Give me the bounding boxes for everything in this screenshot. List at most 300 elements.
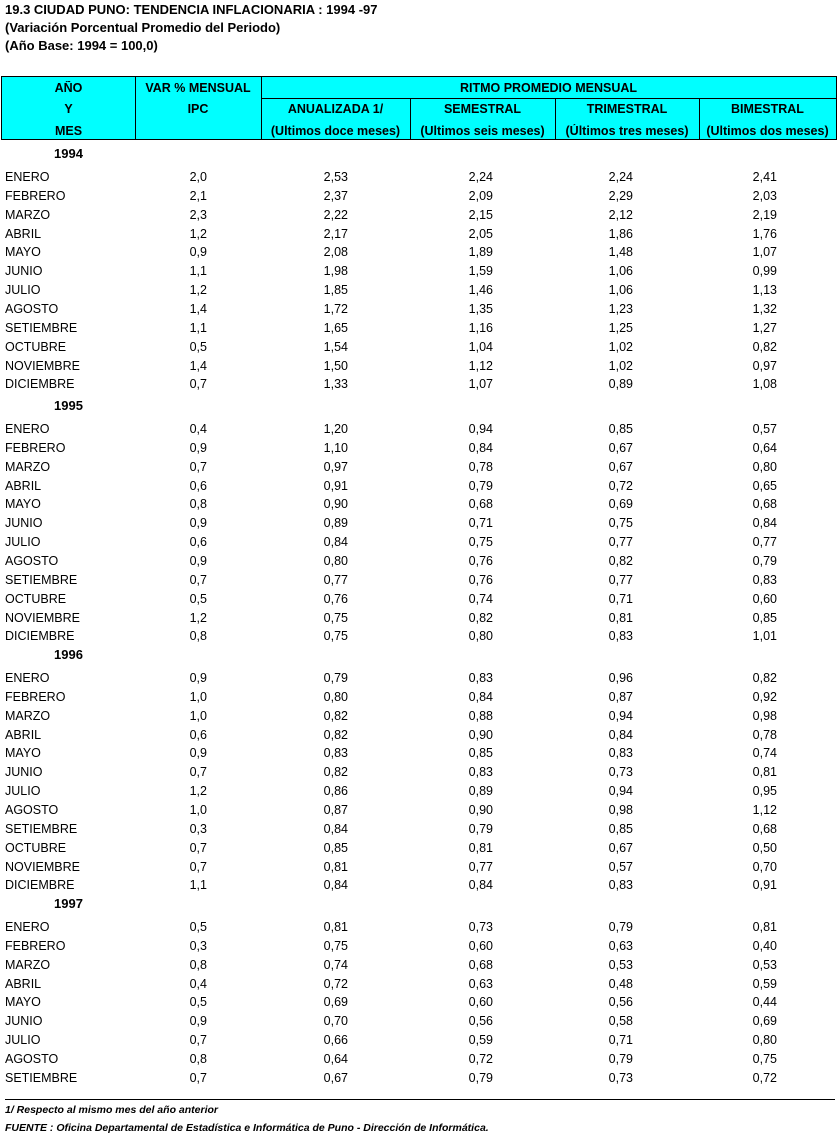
trimestral-cell: 0,84 <box>608 727 633 742</box>
ipc-var-cell: 0,5 <box>189 339 207 354</box>
table-row <box>0 709 839 728</box>
table-row <box>0 592 839 611</box>
trimestral-cell: 0,71 <box>608 1033 633 1048</box>
trimestral-cell: 0,58 <box>608 1014 633 1029</box>
bimestral-cell: 0,98 <box>752 708 777 723</box>
year-heading: 1997 <box>54 896 83 911</box>
trimestral-cell: 0,77 <box>608 535 633 550</box>
ipc-var-cell: 0,7 <box>189 840 207 855</box>
table-row <box>0 958 839 977</box>
header-trimestral-sub: (Últimos tres meses) <box>565 124 689 138</box>
trimestral-cell: 0,71 <box>608 591 633 606</box>
semestral-cell: 0,84 <box>468 878 493 893</box>
month-cell: ENERO <box>5 422 50 436</box>
trimestral-cell: 0,77 <box>608 572 633 587</box>
month-cell: MAYO <box>5 245 41 260</box>
bimestral-cell: 0,75 <box>752 1052 777 1066</box>
bimestral-cell: 0,44 <box>752 995 777 1010</box>
semestral-cell: 1,89 <box>468 245 493 260</box>
trimestral-cell: 0,82 <box>608 554 633 568</box>
table-row <box>0 479 839 498</box>
semestral-cell: 0,84 <box>468 689 493 704</box>
anualizada-cell: 0,75 <box>323 610 348 625</box>
ipc-var-cell: 0,4 <box>189 422 207 436</box>
year-heading: 1994 <box>54 146 83 161</box>
month-cell: JUNIO <box>5 516 43 531</box>
anualizada-cell: 0,84 <box>323 535 348 550</box>
semestral-cell: 0,71 <box>468 516 493 531</box>
anualizada-cell: 0,75 <box>323 938 348 953</box>
anualizada-cell: 0,79 <box>323 671 348 685</box>
month-cell: FEBRERO <box>5 689 66 704</box>
trimestral-cell: 0,89 <box>608 377 633 392</box>
table-row <box>0 460 839 479</box>
semestral-cell: 0,60 <box>468 938 493 953</box>
month-cell: DICIEMBRE <box>5 629 75 644</box>
anualizada-cell: 1,50 <box>323 358 348 373</box>
anualizada-cell: 1,65 <box>323 320 348 335</box>
trimestral-cell: 0,63 <box>608 938 633 953</box>
table-row <box>0 1052 839 1071</box>
ipc-var-cell: 2,3 <box>189 207 207 222</box>
semestral-cell: 0,56 <box>468 1014 493 1029</box>
table-row <box>0 878 839 897</box>
table-row <box>0 497 839 516</box>
ipc-var-cell: 0,7 <box>189 377 207 392</box>
anualizada-cell: 2,22 <box>323 207 348 222</box>
anualizada-cell: 0,90 <box>323 497 348 512</box>
ipc-var-cell: 0,8 <box>189 497 207 512</box>
table-row <box>0 977 839 996</box>
semestral-cell: 0,89 <box>468 784 493 799</box>
bimestral-cell: 0,82 <box>752 671 777 685</box>
month-cell: ENERO <box>5 170 50 184</box>
bimestral-cell: 1,13 <box>752 283 777 298</box>
bimestral-cell: 0,70 <box>752 859 777 874</box>
header-anualizada: ANUALIZADA 1/ <box>287 102 384 116</box>
month-cell: JULIO <box>5 535 41 550</box>
anualizada-cell: 1,20 <box>323 422 348 436</box>
ipc-var-cell: 0,9 <box>189 671 207 685</box>
month-cell: MAYO <box>5 995 41 1010</box>
table-row <box>0 765 839 784</box>
table-row <box>0 189 839 208</box>
ipc-var-cell: 0,9 <box>189 516 207 531</box>
trimestral-cell: 0,81 <box>608 610 633 625</box>
ipc-var-cell: 1,0 <box>189 689 207 704</box>
semestral-cell: 0,75 <box>468 535 493 550</box>
month-cell: NOVIEMBRE <box>5 358 81 373</box>
semestral-cell: 0,90 <box>468 803 493 817</box>
anualizada-cell: 0,86 <box>323 784 348 799</box>
header-anualizada-sub: (Ultimos doce meses) <box>270 124 401 138</box>
anualizada-cell: 0,64 <box>323 1052 348 1066</box>
trimestral-cell: 0,85 <box>608 422 633 436</box>
trimestral-cell: 0,83 <box>608 629 633 644</box>
ipc-var-cell: 0,8 <box>189 957 207 972</box>
anualizada-cell: 0,97 <box>323 459 348 474</box>
ipc-var-cell: 1,2 <box>189 283 207 298</box>
table-row <box>0 671 839 690</box>
bimestral-cell: 0,65 <box>752 478 777 493</box>
month-cell: SETIEMBRE <box>5 572 78 587</box>
year-heading: 1995 <box>54 398 83 413</box>
anualizada-cell: 2,37 <box>323 188 348 203</box>
ipc-var-cell: 0,6 <box>189 727 207 742</box>
trimestral-cell: 1,06 <box>608 264 633 279</box>
trimestral-cell: 1,02 <box>608 358 633 373</box>
bimestral-cell: 0,85 <box>752 610 777 625</box>
bimestral-cell: 0,80 <box>752 459 777 474</box>
table-subtitle: (Variación Porcentual Promedio del Periodo) <box>5 20 281 35</box>
semestral-cell: 0,79 <box>468 478 493 493</box>
anualizada-cell: 0,81 <box>323 859 348 874</box>
trimestral-cell: 0,69 <box>608 497 633 512</box>
month-cell: JUNIO <box>5 1014 43 1029</box>
anualizada-cell: 1,85 <box>323 283 348 298</box>
ipc-var-cell: 2,1 <box>189 188 207 203</box>
footnote: 1/ Respecto al mismo mes del año anterior <box>5 1104 218 1116</box>
month-cell: JULIO <box>5 283 41 298</box>
month-cell: JUNIO <box>5 765 43 780</box>
month-cell: ABRIL <box>5 727 42 742</box>
table-row <box>0 283 839 302</box>
bimestral-cell: 0,80 <box>752 1033 777 1048</box>
bimestral-cell: 2,19 <box>752 207 777 222</box>
footer-divider <box>5 1099 835 1100</box>
trimestral-cell: 0,53 <box>608 957 633 972</box>
trimestral-cell: 0,87 <box>608 689 633 704</box>
trimestral-cell: 0,57 <box>608 859 633 874</box>
month-cell: ABRIL <box>5 976 42 991</box>
table-row <box>0 208 839 227</box>
semestral-cell: 0,80 <box>468 629 493 644</box>
anualizada-cell: 0,70 <box>323 1014 348 1029</box>
table-row <box>0 264 839 283</box>
header-ipc-label: IPC <box>187 102 209 116</box>
anualizada-cell: 0,69 <box>323 995 348 1010</box>
semestral-cell: 0,73 <box>468 920 493 934</box>
trimestral-cell: 0,83 <box>608 878 633 893</box>
table-row <box>0 629 839 648</box>
semestral-cell: 0,77 <box>468 859 493 874</box>
trimestral-cell: 0,79 <box>608 1052 633 1066</box>
bimestral-cell: 2,03 <box>752 188 777 203</box>
anualizada-cell: 0,72 <box>323 976 348 991</box>
anualizada-cell: 1,54 <box>323 339 348 354</box>
anualizada-cell: 0,84 <box>323 878 348 893</box>
anualizada-cell: 0,84 <box>323 821 348 836</box>
semestral-cell: 0,72 <box>468 1052 493 1066</box>
month-cell: OCTUBRE <box>5 591 67 606</box>
header-y-label: Y <box>64 102 73 116</box>
anualizada-cell: 0,80 <box>323 689 348 704</box>
bimestral-cell: 0,72 <box>752 1070 777 1085</box>
bimestral-cell: 0,95 <box>752 784 777 799</box>
semestral-cell: 2,09 <box>468 188 493 203</box>
ipc-var-cell: 0,8 <box>189 1052 207 1066</box>
table-row <box>0 516 839 535</box>
month-cell: JUNIO <box>5 264 43 279</box>
month-cell: FEBRERO <box>5 440 66 455</box>
bimestral-cell: 1,32 <box>752 302 777 316</box>
semestral-cell: 1,07 <box>468 377 493 392</box>
semestral-cell: 0,88 <box>468 708 493 723</box>
semestral-cell: 0,63 <box>468 976 493 991</box>
ipc-var-cell: 0,9 <box>189 1014 207 1029</box>
bimestral-cell: 0,68 <box>752 821 777 836</box>
semestral-cell: 0,83 <box>468 765 493 780</box>
anualizada-cell: 0,67 <box>323 1070 348 1085</box>
ipc-var-cell: 0,4 <box>189 976 207 991</box>
semestral-cell: 0,81 <box>468 840 493 855</box>
anualizada-cell: 0,66 <box>323 1033 348 1048</box>
anualizada-cell: 2,08 <box>323 245 348 260</box>
table-row <box>0 841 839 860</box>
ipc-var-cell: 1,0 <box>189 803 207 817</box>
month-cell: MAYO <box>5 746 41 761</box>
semestral-cell: 0,59 <box>468 1033 493 1048</box>
bimestral-cell: 0,69 <box>752 1014 777 1029</box>
table-row <box>0 321 839 340</box>
anualizada-cell: 2,53 <box>323 170 348 184</box>
semestral-cell: 0,82 <box>468 610 493 625</box>
semestral-cell: 0,76 <box>468 554 493 568</box>
ipc-var-cell: 1,1 <box>189 878 207 893</box>
month-cell: AGOSTO <box>5 1052 59 1066</box>
table-row <box>0 573 839 592</box>
table-row <box>0 822 839 841</box>
bimestral-cell: 0,53 <box>752 957 777 972</box>
ipc-var-cell: 1,2 <box>189 610 207 625</box>
month-cell: SETIEMBRE <box>5 1070 78 1085</box>
bimestral-cell: 0,99 <box>752 264 777 279</box>
trimestral-cell: 0,67 <box>608 440 633 455</box>
month-cell: AGOSTO <box>5 302 59 316</box>
trimestral-cell: 1,86 <box>608 226 633 241</box>
trimestral-cell: 2,29 <box>608 188 633 203</box>
anualizada-cell: 0,82 <box>323 765 348 780</box>
semestral-cell: 1,46 <box>468 283 493 298</box>
bimestral-cell: 0,78 <box>752 727 777 742</box>
header-semestral-sub: (Ultimos seis meses) <box>420 124 545 138</box>
bimestral-cell: 0,57 <box>752 422 777 436</box>
anualizada-cell: 0,76 <box>323 591 348 606</box>
header-bimestral-sub: (Ultimos dos meses) <box>706 124 829 138</box>
anualizada-cell: 1,33 <box>323 377 348 392</box>
anualizada-cell: 0,87 <box>323 803 348 817</box>
header-semestral: SEMESTRAL <box>443 102 522 116</box>
anualizada-cell: 0,82 <box>323 727 348 742</box>
bimestral-cell: 1,76 <box>752 226 777 241</box>
bimestral-cell: 0,68 <box>752 497 777 512</box>
month-cell: MARZO <box>5 207 51 222</box>
ipc-var-cell: 1,0 <box>189 708 207 723</box>
bimestral-cell: 0,81 <box>752 765 777 780</box>
semestral-cell: 1,59 <box>468 264 493 279</box>
trimestral-cell: 2,12 <box>608 207 633 222</box>
trimestral-cell: 0,75 <box>608 516 633 531</box>
anualizada-cell: 0,80 <box>323 554 348 568</box>
anualizada-cell: 1,72 <box>323 302 348 316</box>
table-row <box>0 170 839 189</box>
bimestral-cell: 1,27 <box>752 320 777 335</box>
trimestral-cell: 0,85 <box>608 821 633 836</box>
ipc-var-cell: 1,2 <box>189 226 207 241</box>
ipc-var-cell: 0,5 <box>189 995 207 1010</box>
ipc-var-cell: 0,7 <box>189 572 207 587</box>
ipc-var-cell: 0,3 <box>189 938 207 953</box>
semestral-cell: 0,60 <box>468 995 493 1010</box>
ipc-var-cell: 2,0 <box>189 170 207 184</box>
ipc-var-cell: 0,6 <box>189 535 207 550</box>
table-row <box>0 1071 839 1090</box>
month-cell: MAYO <box>5 497 41 512</box>
table-row <box>0 554 839 573</box>
trimestral-cell: 1,48 <box>608 245 633 260</box>
anualizada-cell: 0,85 <box>323 840 348 855</box>
bimestral-cell: 0,91 <box>752 878 777 893</box>
table-row <box>0 803 839 822</box>
bimestral-cell: 2,41 <box>752 170 777 184</box>
semestral-cell: 1,12 <box>468 358 493 373</box>
bimestral-cell: 0,40 <box>752 938 777 953</box>
month-cell: ABRIL <box>5 478 42 493</box>
trimestral-cell: 0,79 <box>608 920 633 934</box>
table-row <box>0 690 839 709</box>
bimestral-cell: 1,07 <box>752 245 777 260</box>
bimestral-cell: 0,59 <box>752 976 777 991</box>
ipc-var-cell: 0,6 <box>189 478 207 493</box>
bimestral-cell: 0,64 <box>752 440 777 455</box>
ipc-var-cell: 0,9 <box>189 746 207 761</box>
base-year-note: (Año Base: 1994 = 100,0) <box>5 38 158 53</box>
semestral-cell: 0,85 <box>468 746 493 761</box>
trimestral-cell: 2,24 <box>608 170 633 184</box>
trimestral-cell: 0,83 <box>608 746 633 761</box>
table-row <box>0 939 839 958</box>
anualizada-cell: 1,98 <box>323 264 348 279</box>
bimestral-cell: 0,82 <box>752 339 777 354</box>
bimestral-cell: 0,60 <box>752 591 777 606</box>
ipc-var-cell: 0,5 <box>189 591 207 606</box>
table-row <box>0 746 839 765</box>
bimestral-cell: 0,79 <box>752 554 777 568</box>
month-cell: NOVIEMBRE <box>5 859 81 874</box>
bimestral-cell: 0,97 <box>752 358 777 373</box>
month-cell: DICIEMBRE <box>5 878 75 893</box>
ipc-var-cell: 0,9 <box>189 245 207 260</box>
table-row <box>0 535 839 554</box>
month-cell: ENERO <box>5 920 50 934</box>
trimestral-cell: 0,72 <box>608 478 633 493</box>
ipc-var-cell: 0,9 <box>189 440 207 455</box>
month-cell: AGOSTO <box>5 554 59 568</box>
anualizada-cell: 0,82 <box>323 708 348 723</box>
year-heading: 1996 <box>54 647 83 662</box>
month-cell: AGOSTO <box>5 803 59 817</box>
header-group-label: RITMO PROMEDIO MENSUAL <box>459 81 638 95</box>
trimestral-cell: 0,98 <box>608 803 633 817</box>
month-cell: JULIO <box>5 784 41 799</box>
month-cell: NOVIEMBRE <box>5 610 81 625</box>
anualizada-cell: 0,91 <box>323 478 348 493</box>
trimestral-cell: 1,23 <box>608 302 633 316</box>
table-row <box>0 995 839 1014</box>
table-row <box>0 1014 839 1033</box>
anualizada-cell: 0,77 <box>323 572 348 587</box>
trimestral-cell: 0,67 <box>608 459 633 474</box>
table-header <box>1 76 837 140</box>
bimestral-cell: 0,77 <box>752 535 777 550</box>
trimestral-cell: 0,73 <box>608 1070 633 1085</box>
trimestral-cell: 0,48 <box>608 976 633 991</box>
semestral-cell: 0,79 <box>468 1070 493 1085</box>
ipc-var-cell: 1,2 <box>189 784 207 799</box>
anualizada-cell: 2,17 <box>323 226 348 241</box>
ipc-var-cell: 1,1 <box>189 264 207 279</box>
month-cell: ENERO <box>5 671 50 685</box>
table-row <box>0 422 839 441</box>
semestral-cell: 2,05 <box>468 226 493 241</box>
semestral-cell: 0,68 <box>468 497 493 512</box>
anualizada-cell: 0,89 <box>323 516 348 531</box>
month-cell: FEBRERO <box>5 938 66 953</box>
month-cell: SETIEMBRE <box>5 821 78 836</box>
month-cell: OCTUBRE <box>5 339 67 354</box>
month-cell: SETIEMBRE <box>5 320 78 335</box>
semestral-cell: 1,35 <box>468 302 493 316</box>
month-cell: OCTUBRE <box>5 840 67 855</box>
table-row <box>0 245 839 264</box>
table-title: 19.3 CIUDAD PUNO: TENDENCIA INFLACIONARIA : 1994 -97 <box>5 2 378 17</box>
bimestral-cell: 0,84 <box>752 516 777 531</box>
month-cell: MARZO <box>5 957 51 972</box>
ipc-var-cell: 0,7 <box>189 1070 207 1085</box>
semestral-cell: 1,16 <box>468 320 493 335</box>
header-var-label: VAR % MENSUAL <box>145 81 251 95</box>
semestral-cell: 0,94 <box>468 422 493 436</box>
anualizada-cell: 0,83 <box>323 746 348 761</box>
trimestral-cell: 0,73 <box>608 765 633 780</box>
semestral-cell: 1,04 <box>468 339 493 354</box>
trimestral-cell: 0,96 <box>608 671 633 685</box>
ipc-var-cell: 0,7 <box>189 459 207 474</box>
ipc-var-cell: 0,5 <box>189 920 207 934</box>
table-row <box>0 340 839 359</box>
month-cell: DICIEMBRE <box>5 377 75 392</box>
ipc-var-cell: 0,7 <box>189 765 207 780</box>
table-row <box>0 441 839 460</box>
anualizada-cell: 0,75 <box>323 629 348 644</box>
header-bimestral: BIMESTRAL <box>731 102 804 116</box>
semestral-cell: 0,78 <box>468 459 493 474</box>
anualizada-cell: 0,81 <box>323 920 348 934</box>
semestral-cell: 0,83 <box>468 671 493 685</box>
anualizada-cell: 1,10 <box>323 440 348 455</box>
ipc-var-cell: 1,4 <box>189 302 207 316</box>
semestral-cell: 0,68 <box>468 957 493 972</box>
semestral-cell: 0,79 <box>468 821 493 836</box>
table-row <box>0 920 839 939</box>
bimestral-cell: 0,92 <box>752 689 777 704</box>
bimestral-cell: 1,08 <box>752 377 777 392</box>
month-cell: ABRIL <box>5 226 42 241</box>
semestral-cell: 0,74 <box>468 591 493 606</box>
bimestral-cell: 0,83 <box>752 572 777 587</box>
anualizada-cell: 0,74 <box>323 957 348 972</box>
ipc-var-cell: 0,8 <box>189 629 207 644</box>
